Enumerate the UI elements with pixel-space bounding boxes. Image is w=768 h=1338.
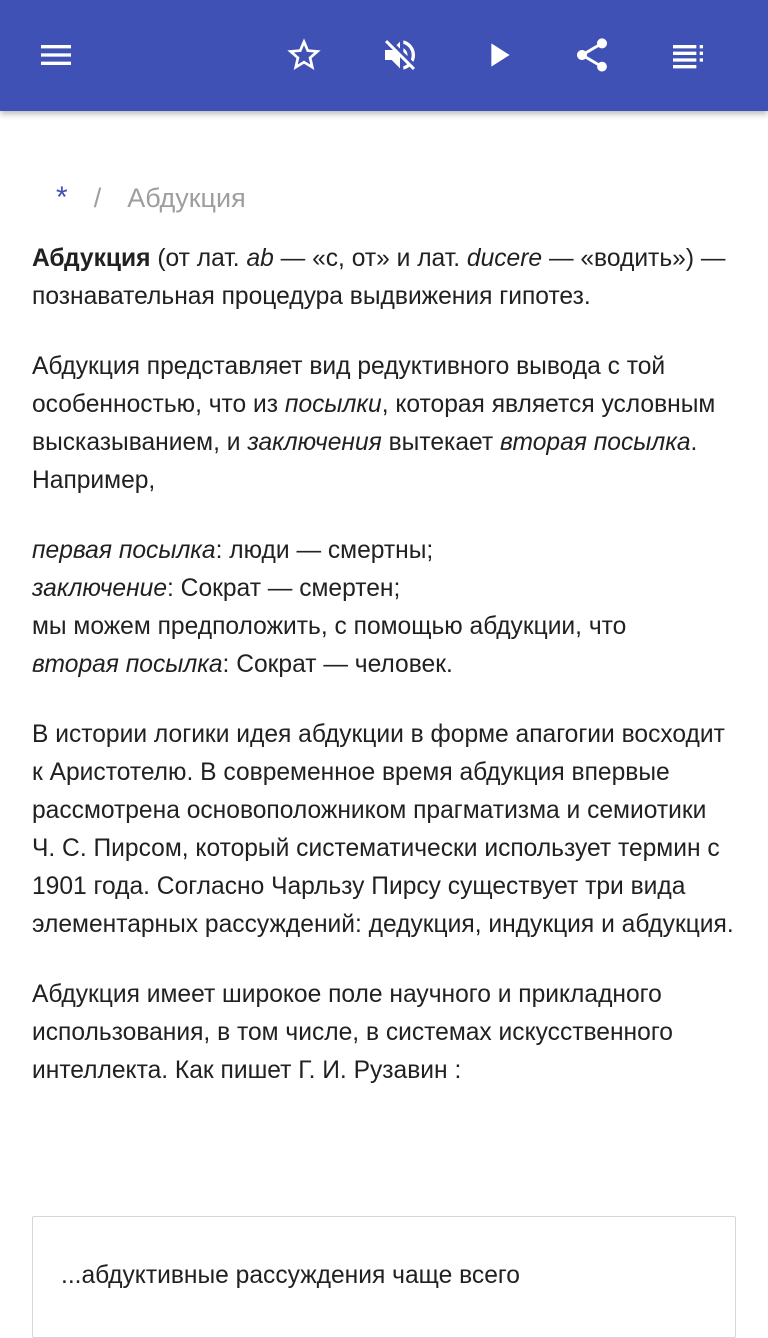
latin-word: ducere: [466, 245, 543, 272]
playlist-icon: [668, 35, 708, 75]
text-span: . Например,: [32, 429, 698, 494]
article-paragraph-1: [32, 240, 736, 316]
article-paragraph-4: В истории логики идея абдукции в форме апагогии восходит к Аристотелю. В современное время абдукция впервые рассмотрена основоположником прагматизма и семиотики Ч. С. Пирсом, который систематически использует термин с 1901 года. Согласно Чарльзу Пирсу существует три вида элементарных рассуждений: дедукция, индукция и абдукция.: [32, 721, 734, 938]
volume-off-icon: [380, 35, 420, 75]
breadcrumb-separator: /: [93, 182, 102, 213]
bookmark-button[interactable]: [280, 31, 328, 79]
breadcrumb: [32, 168, 736, 228]
text-span: : люди — смертны;: [215, 537, 434, 564]
text-span: Абдукция представляет вид редуктивного вывода с той особенностью, что из: [32, 353, 666, 418]
app-toolbar: [0, 0, 768, 111]
article-term: Абдукция: [32, 245, 151, 272]
italic-term: заключения: [247, 429, 382, 456]
italic-term: вторая посылка: [499, 429, 691, 456]
text-span: : Сократ — человек.: [222, 651, 453, 678]
text-span: : Сократ — смертен;: [167, 575, 401, 602]
play-icon: [478, 35, 518, 75]
italic-term: посылки: [284, 391, 382, 418]
article-paragraph-3: [32, 532, 736, 684]
article-paragraph-2: [32, 348, 736, 500]
article-content: [32, 168, 736, 1122]
menu-button[interactable]: [32, 31, 80, 79]
share-button[interactable]: [568, 31, 616, 79]
sound-toggle-button[interactable]: [376, 31, 424, 79]
menu-icon: [36, 35, 76, 75]
star-icon: [284, 35, 324, 75]
play-button[interactable]: [474, 31, 522, 79]
quote-block: [32, 1216, 736, 1338]
contents-button[interactable]: [664, 31, 712, 79]
text-span: вытекает: [381, 429, 500, 456]
italic-term: первая посылка: [32, 537, 216, 564]
breadcrumb-home-link[interactable]: *: [56, 181, 68, 214]
text-span: — «водить») — познавательная процедура выдвижения гипотез.: [32, 245, 726, 310]
text-span: , которая является условным высказыванием, и: [32, 391, 716, 456]
text-span: — «с, от» и лат.: [273, 245, 467, 272]
quote-text: ...абдуктивные рассуждения чаще всего: [61, 1262, 520, 1289]
latin-word: ab: [246, 245, 274, 272]
italic-term: заключение: [32, 575, 168, 602]
breadcrumb-current: Абдукция: [127, 182, 246, 213]
article-paragraph-5: Абдукция имеет широкое поле научного и прикладного использования, в том числе, в системах искусственного интеллекта. Как пишет Г. И. Рузавин :: [32, 981, 673, 1084]
text-span: (от лат.: [150, 245, 247, 272]
share-icon: [572, 35, 612, 75]
italic-term: вторая посылка: [32, 651, 223, 678]
text-span: мы можем предположить, с помощью абдукции, что: [32, 613, 627, 640]
